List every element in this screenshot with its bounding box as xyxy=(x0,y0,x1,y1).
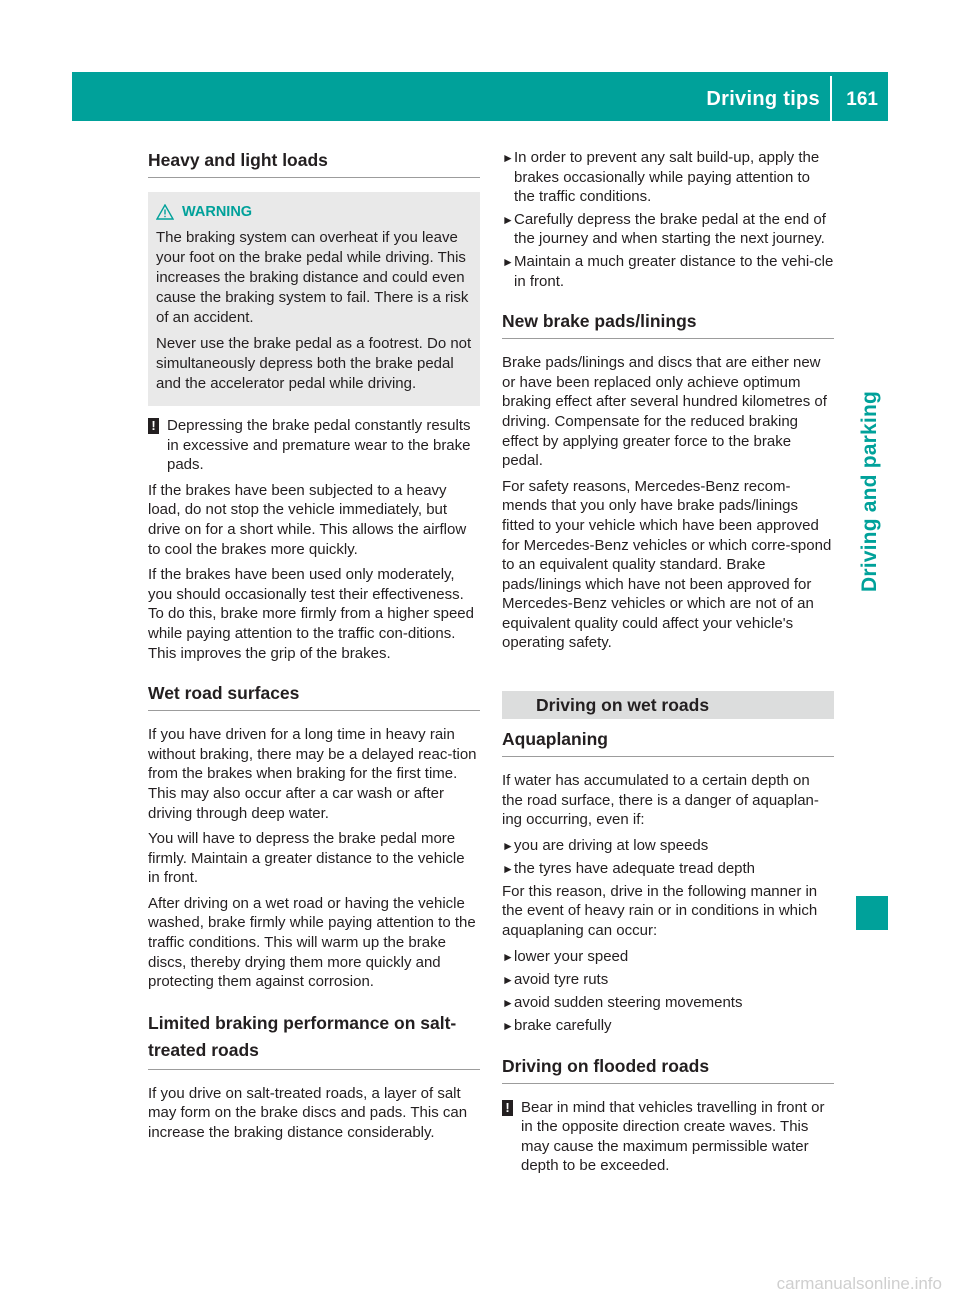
bullet-icon: ► xyxy=(502,861,514,876)
paragraph: For safety reasons, Mercedes-Benz recom-mends that you only have brake pads/linings fitted to your vehicle which have been approved for Mercedes-Benz vehicles or which corre-spond to an equivalent quality standard. Brake pads/linings which have not been approved for Mercedes-Benz vehicles or which are not of an equivalent quality could affect your vehicle's operating safety. xyxy=(502,477,832,652)
list-item xyxy=(502,970,834,990)
chapter-title: Driving tips xyxy=(706,88,820,110)
bullet-icon: ► xyxy=(502,1018,514,1033)
warning-triangle-icon xyxy=(156,204,174,220)
warning-text-1: The braking system can overheat if you leave your foot on the brake pedal while driving. This increases the braking distance and could even cause the braking system to fail. There is a risk of an accident. xyxy=(156,229,469,326)
bullet-icon: ► xyxy=(502,838,514,853)
section-side-tab: Driving and parking xyxy=(858,391,881,592)
bullet-icon: ► xyxy=(502,151,514,165)
notice-flooded-roads xyxy=(502,1098,834,1176)
heading-wet-road-surfaces: Wet road surfaces xyxy=(148,681,480,711)
list-item-text: the tyres have adequate tread depth xyxy=(514,859,756,877)
list-item xyxy=(502,148,834,207)
list-item-text: avoid sudden steering movements xyxy=(514,993,743,1011)
heading-heavy-light-loads: Heavy and light loads xyxy=(148,148,480,178)
list-item xyxy=(502,993,834,1013)
heading-aquaplaning: Aquaplaning xyxy=(502,727,834,757)
list-item-text: avoid tyre ruts xyxy=(514,970,609,988)
section-band-wet-roads: Driving on wet roads xyxy=(502,691,834,719)
left-column xyxy=(148,148,480,1149)
heading-flooded-roads: Driving on flooded roads xyxy=(502,1054,834,1084)
paragraph: For this reason, drive in the following manner in the event of heavy rain or in conditions in which aquaplaning can occur: xyxy=(502,882,818,940)
bullet-icon: ► xyxy=(502,212,514,227)
warning-text-2: Never use the brake pedal as a footrest. Do not simultaneously depress both the brake pedal and the accelerator pedal while driving. xyxy=(156,335,472,392)
page-number: 161 xyxy=(846,89,878,110)
notice-brake-wear xyxy=(148,416,480,475)
watermark: carmanualsonline.info xyxy=(776,1274,942,1293)
notice-exclamation-icon: ! xyxy=(502,1100,513,1116)
list-item-text: brake carefully xyxy=(514,1016,612,1034)
list-item xyxy=(502,859,834,879)
list-item xyxy=(502,210,834,249)
paragraph: If you have driven for a long time in heavy rain without braking, there may be a delayed reac-tion from the brakes when braking for the first time. This may also occur after a car wash or after driving through deep water. xyxy=(148,726,477,822)
list-item-text: lower your speed xyxy=(514,947,629,965)
right-column xyxy=(502,148,834,1182)
bullet-icon: ► xyxy=(502,995,514,1010)
list-item-text: In order to prevent any salt build-up, apply the brakes occasionally while paying attention to the traffic conditions. xyxy=(514,149,820,206)
side-tab-marker xyxy=(856,896,888,930)
bullet-icon: ► xyxy=(502,949,514,964)
notice-exclamation-icon: ! xyxy=(148,418,159,434)
header-divider xyxy=(830,76,832,121)
paragraph: Brake pads/linings and discs that are either new or have been replaced only achieve optimum braking effect after several hundred kilometres of driving. Compensate for the reduced braking effect by applying greater force to the brake pedal. xyxy=(502,354,827,470)
bullet-icon: ► xyxy=(502,254,514,269)
list-item xyxy=(502,836,834,856)
paragraph: If you drive on salt-treated roads, a layer of salt may form on the brake discs and pads. This can increase the braking distance considerably. xyxy=(148,1084,468,1142)
paragraph: If the brakes have been subjected to a heavy load, do not stop the vehicle immediately, but drive on for a short while. This allows the airflow to cool the brakes more quickly. xyxy=(148,481,467,558)
warning-header xyxy=(156,202,474,222)
paragraph: After driving on a wet road or having the vehicle washed, brake firmly while paying attention to the traffic conditions. This will warm up the brake discs, thereby drying them more quickly and protecting them against corrosion. xyxy=(148,894,476,991)
notice-text: Depressing the brake pedal constantly results in excessive and premature wear to the brake pads. xyxy=(167,417,471,474)
bullet-icon: ► xyxy=(502,972,514,987)
paragraph: If the brakes have been used only moderately, you should occasionally test their effectiveness. To do this, brake more firmly from a higher speed while paying attention to the traffic con-ditions. This improves the grip of the brakes. xyxy=(148,566,474,662)
list-item xyxy=(502,1016,834,1036)
warning-label: WARNING xyxy=(182,204,253,220)
heading-salt-treated-roads: Limited braking performance on salt-treated roads xyxy=(148,1010,480,1070)
paragraph: If water has accumulated to a certain depth on the road surface, there is a danger of aquaplan-ing occurring, even if: xyxy=(502,772,819,829)
list-item-text: Carefully depress the brake pedal at the end of the journey and when starting the next journey. xyxy=(514,210,826,248)
list-item-text: you are driving at low speeds xyxy=(514,836,709,854)
list-item xyxy=(502,947,834,967)
page-header xyxy=(72,72,888,121)
list-item-text: Maintain a much greater distance to the vehi-cle in front. xyxy=(514,252,834,290)
notice-text: Bear in mind that vehicles travelling in front or in the opposite direction create waves. This may cause the maximum permissible water depth to be exceeded. xyxy=(521,1098,825,1175)
list-item xyxy=(502,252,834,291)
heading-new-brake-pads: New brake pads/linings xyxy=(502,309,834,339)
paragraph: You will have to depress the brake pedal more firmly. Maintain a greater distance to the vehicle in front. xyxy=(148,830,465,887)
warning-box xyxy=(148,192,480,406)
